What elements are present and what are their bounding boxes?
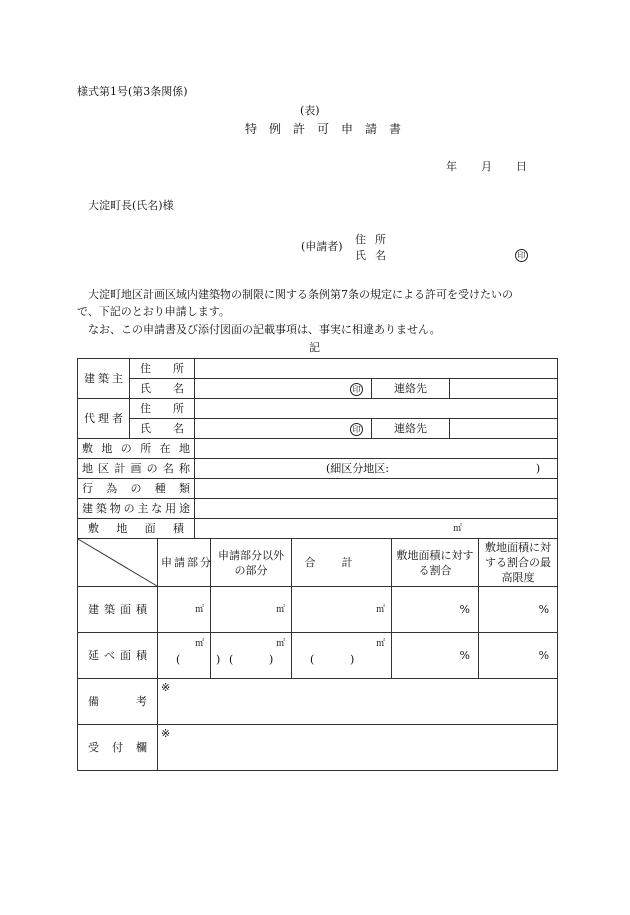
applicant-label: (申請者)	[301, 240, 343, 253]
act-type-row	[78, 479, 558, 499]
owner-name-field[interactable]	[195, 379, 372, 399]
body-text-declaration: なお、この申請書及び添付図面の記載事項は、事実に相違ありません。	[88, 323, 441, 336]
agent-contact-label: 連絡先	[372, 419, 450, 439]
owner-contact-field[interactable]	[450, 379, 558, 399]
applicant-seal	[515, 248, 528, 262]
reception-label: 受付欄	[78, 725, 158, 771]
building-area-row	[78, 587, 558, 633]
owner-label: 建築主	[78, 359, 130, 399]
paren-close: )	[350, 653, 355, 666]
floor-area-applied[interactable]	[158, 633, 221, 679]
application-table	[77, 358, 558, 771]
unit-m2: ㎡	[194, 639, 204, 649]
owner-contact-label: 連絡先	[372, 379, 450, 399]
seal-icon: 印	[350, 423, 363, 436]
agent-name-row	[78, 419, 558, 439]
plan-name-row	[78, 459, 558, 479]
col-applied-header: 申請部分	[158, 539, 211, 587]
agent-address-field[interactable]	[195, 399, 558, 419]
page-title: 特例許可申請書	[245, 122, 414, 136]
act-type-label: 行為の種類	[78, 479, 195, 499]
floor-area-row	[78, 633, 558, 679]
col-other-header: 申請部分以外の部分	[211, 539, 292, 587]
main-use-field[interactable]	[195, 499, 558, 519]
col-total-header: 合計	[292, 539, 392, 587]
site-area-unit: ㎡	[453, 524, 463, 534]
owner-name-label: 氏名	[130, 379, 195, 399]
floor-area-label: 延べ面積	[78, 633, 158, 679]
paren-open: (	[310, 653, 315, 666]
diagonal-line	[78, 539, 157, 586]
agent-label: 代理者	[78, 399, 130, 439]
agent-contact-field[interactable]	[450, 419, 558, 439]
building-area-max-ratio[interactable]: %	[479, 587, 558, 633]
date-day: 日	[516, 160, 527, 173]
diagonal-header-cell	[78, 539, 158, 587]
omote-label: (表)	[300, 104, 320, 117]
addressee: 大淀町長(氏名)様	[88, 199, 174, 212]
seal-icon: 印	[515, 249, 528, 262]
building-area-ratio[interactable]: %	[392, 587, 479, 633]
building-area-total[interactable]: ㎡	[292, 587, 392, 633]
remarks-row	[78, 679, 558, 725]
form-number: 様式第1号(第3条関係)	[77, 85, 188, 98]
asterisk-mark: ※	[161, 681, 171, 694]
site-area-field[interactable]	[195, 519, 558, 539]
site-area-label: 敷地面積	[78, 519, 195, 539]
col-max-ratio-header: 敷地面積に対する割合の最高限度	[479, 539, 558, 587]
agent-name-field[interactable]	[195, 419, 372, 439]
applicant-address-label: 住所	[355, 233, 395, 246]
plan-name-field[interactable]	[195, 459, 558, 479]
unit-m2: ㎡	[375, 639, 385, 649]
paren-open: (	[229, 653, 234, 666]
owner-address-row	[78, 359, 558, 379]
floor-area-ratio[interactable]: %	[392, 633, 479, 679]
site-location-label: 敷地の所在地	[78, 439, 195, 459]
body-text-line2: で、下記のとおり申請します。	[77, 305, 230, 318]
reception-row	[78, 725, 558, 771]
date-year: 年	[446, 160, 457, 173]
remarks-label: 備考	[78, 679, 158, 725]
asterisk-mark: ※	[161, 727, 171, 740]
main-use-label: 建築物の主な用途	[78, 499, 195, 519]
agent-address-label: 住所	[130, 399, 195, 419]
subdistrict-close: )	[535, 461, 541, 475]
unit-m2: ㎡	[275, 639, 285, 649]
col-ratio-header: 敷地面積に対する割合	[392, 539, 479, 587]
body-text-line1: 大淀町地区計画区域内建築物の制限に関する条例第7条の規定による許可を受けたいの	[88, 288, 513, 301]
main-use-row	[78, 499, 558, 519]
agent-name-label: 氏名	[130, 419, 195, 439]
floor-area-other[interactable]	[211, 633, 292, 679]
subdistrict-label: (細区分地区:	[326, 461, 389, 475]
building-area-label: 建築面積	[78, 587, 158, 633]
site-location-row	[78, 439, 558, 459]
paren-close: )	[216, 653, 221, 666]
owner-name-row	[78, 379, 558, 399]
plan-name-label: 地区計画の名称	[78, 459, 195, 479]
reception-field[interactable]	[158, 725, 558, 771]
act-type-field[interactable]	[195, 479, 558, 499]
owner-address-field[interactable]	[195, 359, 558, 379]
seal-icon: 印	[350, 383, 363, 396]
site-location-field[interactable]	[195, 439, 558, 459]
ki-label: 記	[309, 341, 320, 354]
paren-open: (	[176, 653, 181, 666]
remarks-field[interactable]	[158, 679, 558, 725]
area-header-row	[78, 539, 558, 587]
floor-area-total[interactable]	[292, 633, 392, 679]
site-area-row	[78, 519, 558, 539]
paren-close: )	[269, 653, 274, 666]
applicant-name-label: 氏名	[355, 249, 395, 262]
owner-address-label: 住所	[130, 359, 195, 379]
floor-area-max-ratio[interactable]: %	[479, 633, 558, 679]
date-month: 月	[481, 160, 492, 173]
agent-address-row	[78, 399, 558, 419]
building-area-other[interactable]: ㎡	[211, 587, 292, 633]
building-area-applied[interactable]: ㎡	[158, 587, 211, 633]
